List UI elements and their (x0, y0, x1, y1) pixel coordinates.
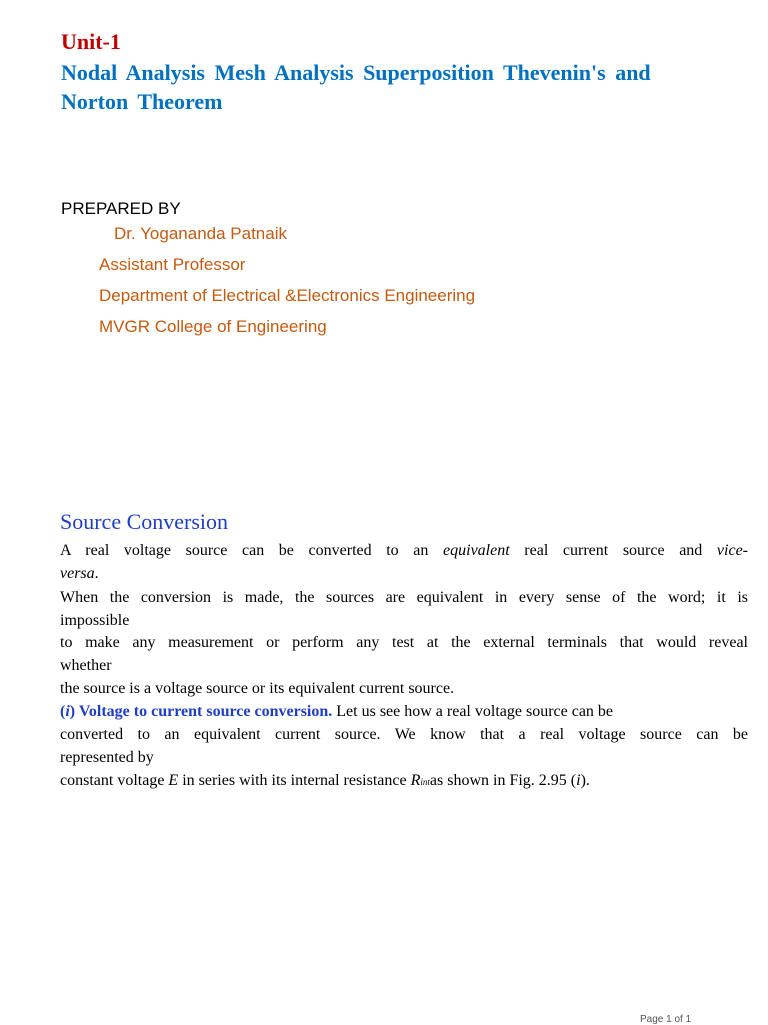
emphasis-text: i (65, 703, 70, 720)
paragraph-line: converted to an equivalent current source. We know that a real voltage source can be (60, 726, 748, 743)
paragraph-line (60, 700, 748, 723)
paragraph-line: whether (60, 657, 112, 674)
prepared-by-label: PREPARED BY (61, 199, 181, 218)
author-name: Dr. Yogananda Patnaik (114, 224, 287, 243)
text-run: ) (69, 703, 76, 720)
author-college: MVGR College of Engineering (99, 317, 327, 336)
text-run: ). (580, 772, 590, 789)
emphasis-text: equivalent (443, 542, 510, 559)
math-subscript: int (420, 777, 430, 787)
document-title: Nodal Analysis Mesh Analysis Superposition Thevenin's and Norton Theorem (61, 60, 651, 114)
unit-label: Unit-1 (61, 29, 121, 54)
paragraph-line: When the conversion is made, the sources are equivalent in every sense of the word; it is (60, 589, 748, 606)
page-footer: Page 1 of 1 (640, 1014, 692, 1025)
text-run: as shown in Fig. 2.95 ( (429, 772, 577, 789)
author-department: Department of Electrical &Electronics Engineering (99, 286, 476, 305)
math-symbol: E (168, 772, 179, 789)
emphasis-text: i (576, 772, 581, 789)
text-run: . (94, 565, 99, 582)
text-run: ( (60, 703, 66, 720)
subheading-text: Voltage to current source conversion. (75, 703, 333, 720)
paragraph-line (60, 539, 748, 562)
paragraph-line: impossible (60, 612, 130, 629)
text-run: A real voltage source can be converted to an (60, 542, 444, 559)
text-run: in series with its internal resistance (178, 772, 411, 789)
paragraph-line: represented by (60, 749, 154, 766)
paragraph-line: to make any measurement or perform any test at the external terminals that would reveal (60, 634, 748, 651)
section-heading: Source Conversion (60, 509, 229, 534)
text-run: constant voltage (60, 772, 169, 789)
paragraph-line (60, 769, 748, 794)
math-symbol: R (410, 772, 421, 789)
text-run: Let us see how a real voltage source can be (332, 703, 614, 720)
author-position: Assistant Professor (99, 255, 246, 274)
paragraph-line (60, 562, 748, 585)
emphasis-text: versa (60, 565, 95, 582)
emphasis-text: vice- (716, 542, 748, 559)
paragraph-line: the source is a voltage source or its equivalent current source. (60, 680, 455, 697)
text-run: real current source and (509, 542, 717, 559)
